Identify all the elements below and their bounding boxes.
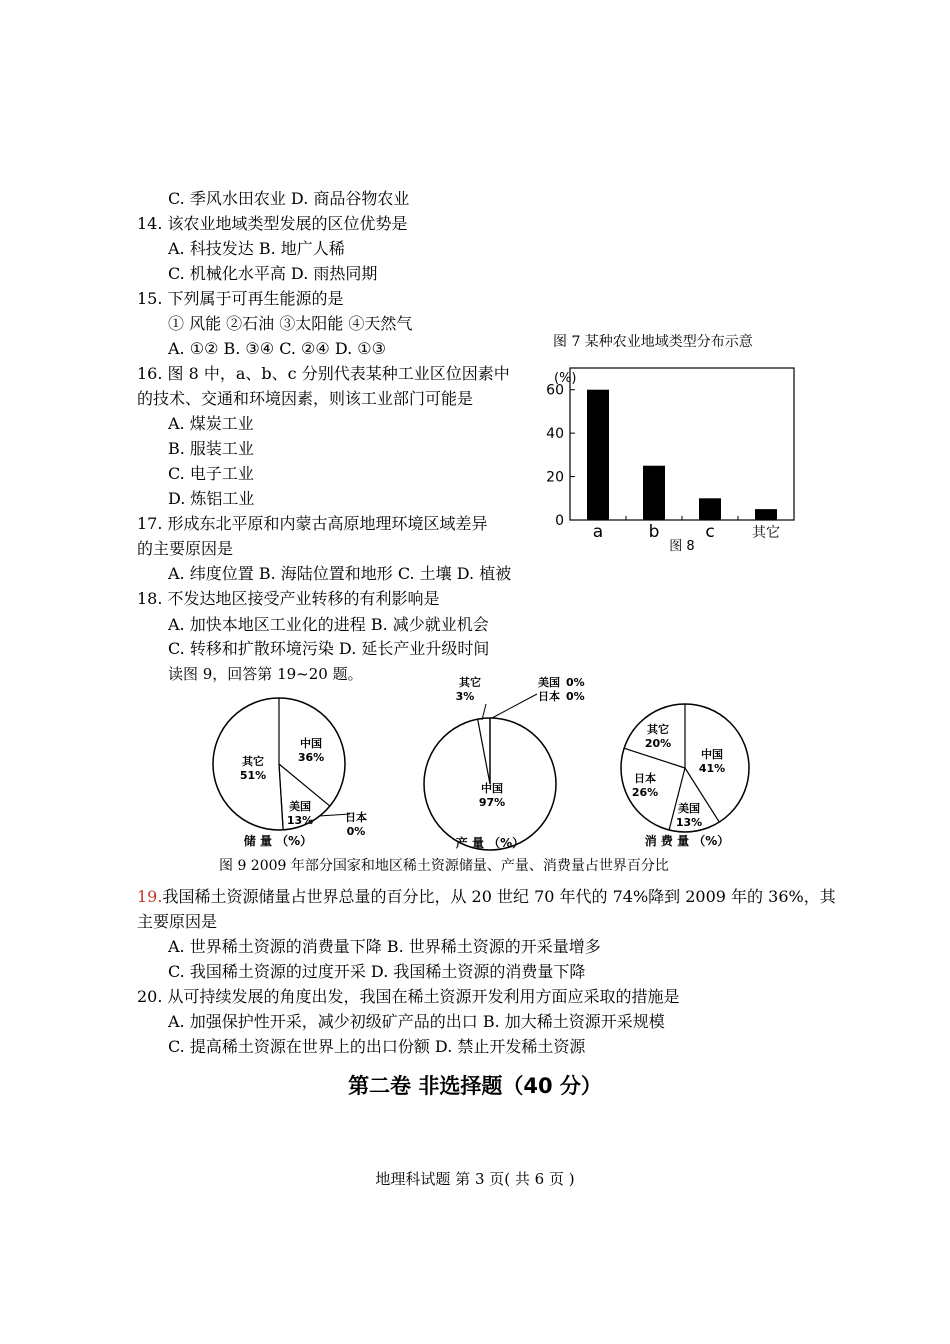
pie-title: 储 量 （%） [243,834,313,848]
slice-label-美国: 美国 [289,800,311,813]
q14-options-cd: C. 机械化水平高 D. 雨热同期 [168,264,378,283]
q15-stem: 15. 下列属于可再生能源的是 [137,289,344,308]
q14-options-ab: A. 科技发达 B. 地广人稀 [168,239,345,258]
slice-label-其它: 其它 [647,723,669,736]
q19-number: 19. [137,887,163,906]
slice-value-其它: 51% [239,769,267,782]
slice-label-中国: 中国 [300,737,322,750]
bar-b [643,466,665,520]
slice-label-中国: 中国 [481,782,503,795]
q18-options-cd: C. 转移和扩散环境污染 D. 延长产业升级时间 [168,639,490,658]
q19-options-cd: C. 我国稀土资源的过度开采 D. 我国稀土资源的消费量下降 [168,962,586,981]
q20-stem: 20. 从可持续发展的角度出发，我国在稀土资源开发利用方面应采取的措施是 [137,987,680,1006]
fig9-consumption-pie [605,690,765,855]
q15-items: ① 风能 ②石油 ③太阳能 ④天然气 [168,314,413,333]
x-tick-label: c [705,522,715,542]
section-title: 第二卷 非选择题（40 分） [348,1074,602,1098]
y-axis-unit: (%) [554,371,577,386]
slice-value-日本: 26% [631,786,659,799]
pie-title: 产 量 （%） [455,836,525,850]
slice-value-中国: 36% [297,751,325,764]
q17-options: A. 纬度位置 B. 海陆位置和地形 C. 土壤 D. 植被 [168,564,512,583]
slice-value-其它: 20% [644,737,672,750]
slice-value-日本: 0% [566,690,585,703]
usa-leader-line [492,694,537,718]
q18-stem: 18. 不发达地区接受产业转移的有利影响是 [137,589,440,608]
fig8-caption: 图 8 [669,539,695,554]
q18-options-ab: A. 加快本地区工业化的进程 B. 减少就业机会 [168,615,489,634]
q16-option-b: B. 服装工业 [168,439,254,458]
bar-其它 [755,509,777,520]
slice-label-美国: 美国 [678,802,700,815]
slice-label-其它: 其它 [242,755,264,768]
slice-label-其它: 其它 [459,676,481,689]
slice-label-日本: 日本 [634,772,656,785]
y-tick-label: 0 [555,513,564,529]
y-tick-label: 20 [546,469,564,486]
q20-options-ab: A. 加强保护性开采，减少初级矿产品的出口 B. 加大稀土资源开采规模 [168,1012,665,1031]
pie-title: 消 费 量 （%） [644,834,730,848]
q17-stem: 17. 形成东北平原和内蒙古高原地理环境区域差异 [137,514,488,533]
slice-label-日本: 日本 [538,690,560,703]
q20-options-cd: C. 提高稀土资源在世界上的出口份额 D. 禁止开发稀土资源 [168,1037,586,1056]
x-tick-label: a [592,522,604,542]
q16-stem-cont: 的技术、交通和环境因素，则该工业部门可能是 [137,389,474,408]
y-tick-label: 40 [546,426,564,443]
fig7-caption: 图 7 某种农业地域类型分布示意 [553,334,753,350]
slice-value-中国: 41% [698,762,726,775]
fig8-bar-chart [540,360,800,560]
slice-label-中国: 中国 [701,748,723,761]
q14-stem: 14. 该农业地域类型发展的区位优势是 [137,214,408,233]
x-tick-label: b [648,522,660,542]
y-tick-label: 60 [546,382,564,399]
q15-options: A. ①② B. ③④ C. ②④ D. ①③ [168,339,386,358]
slice-value-中国: 97% [478,796,506,809]
slice-value-美国: 0% [566,676,585,689]
slice-value-美国: 13% [675,816,703,829]
slice-label-日本: 日本 [345,811,367,824]
page-footer: 地理科试题 第 3 页( 共 6 页 ) [375,1170,575,1188]
q19-options-ab: A. 世界稀土资源的消费量下降 B. 世界稀土资源的开采量增多 [168,937,601,956]
q16-option-d: D. 炼铝工业 [168,489,255,508]
q16-option-c: C. 电子工业 [168,464,254,483]
fig9-production-pie [420,674,585,854]
q13-options-cd: C. 季风水田农业 D. 商品谷物农业 [168,189,410,208]
q19-stem [137,887,836,907]
q16-stem: 16. 图 8 中，a、b、c 分别代表某种工业区位因素中 [137,364,510,383]
bar-a [587,390,609,520]
slice-value-其它: 3% [455,690,475,703]
fig9-caption: 图 9 2009 年部分国家和地区稀土资源储量、产量、消费量占世界百分比 [219,858,669,874]
q19-stem-cont: 主要原因是 [137,912,218,931]
slice-label-美国: 美国 [538,676,560,689]
fig9-instruction: 读图 9，回答第 19~20 题。 [168,665,363,683]
x-tick-label: 其它 [752,525,780,541]
q16-option-a: A. 煤炭工业 [168,414,254,433]
q17-stem-cont: 的主要原因是 [137,539,234,558]
bar-c [699,498,721,520]
q19-stem-text: 我国稀土资源储量占世界总量的百分比，从 20 世纪 70 年代的 74%降到 2009 年的 36%，其 [162,887,836,906]
slice-value-美国: 13% [286,814,314,827]
fig9-reserves-pie [195,690,395,855]
slice-value-日本: 0% [346,825,366,838]
